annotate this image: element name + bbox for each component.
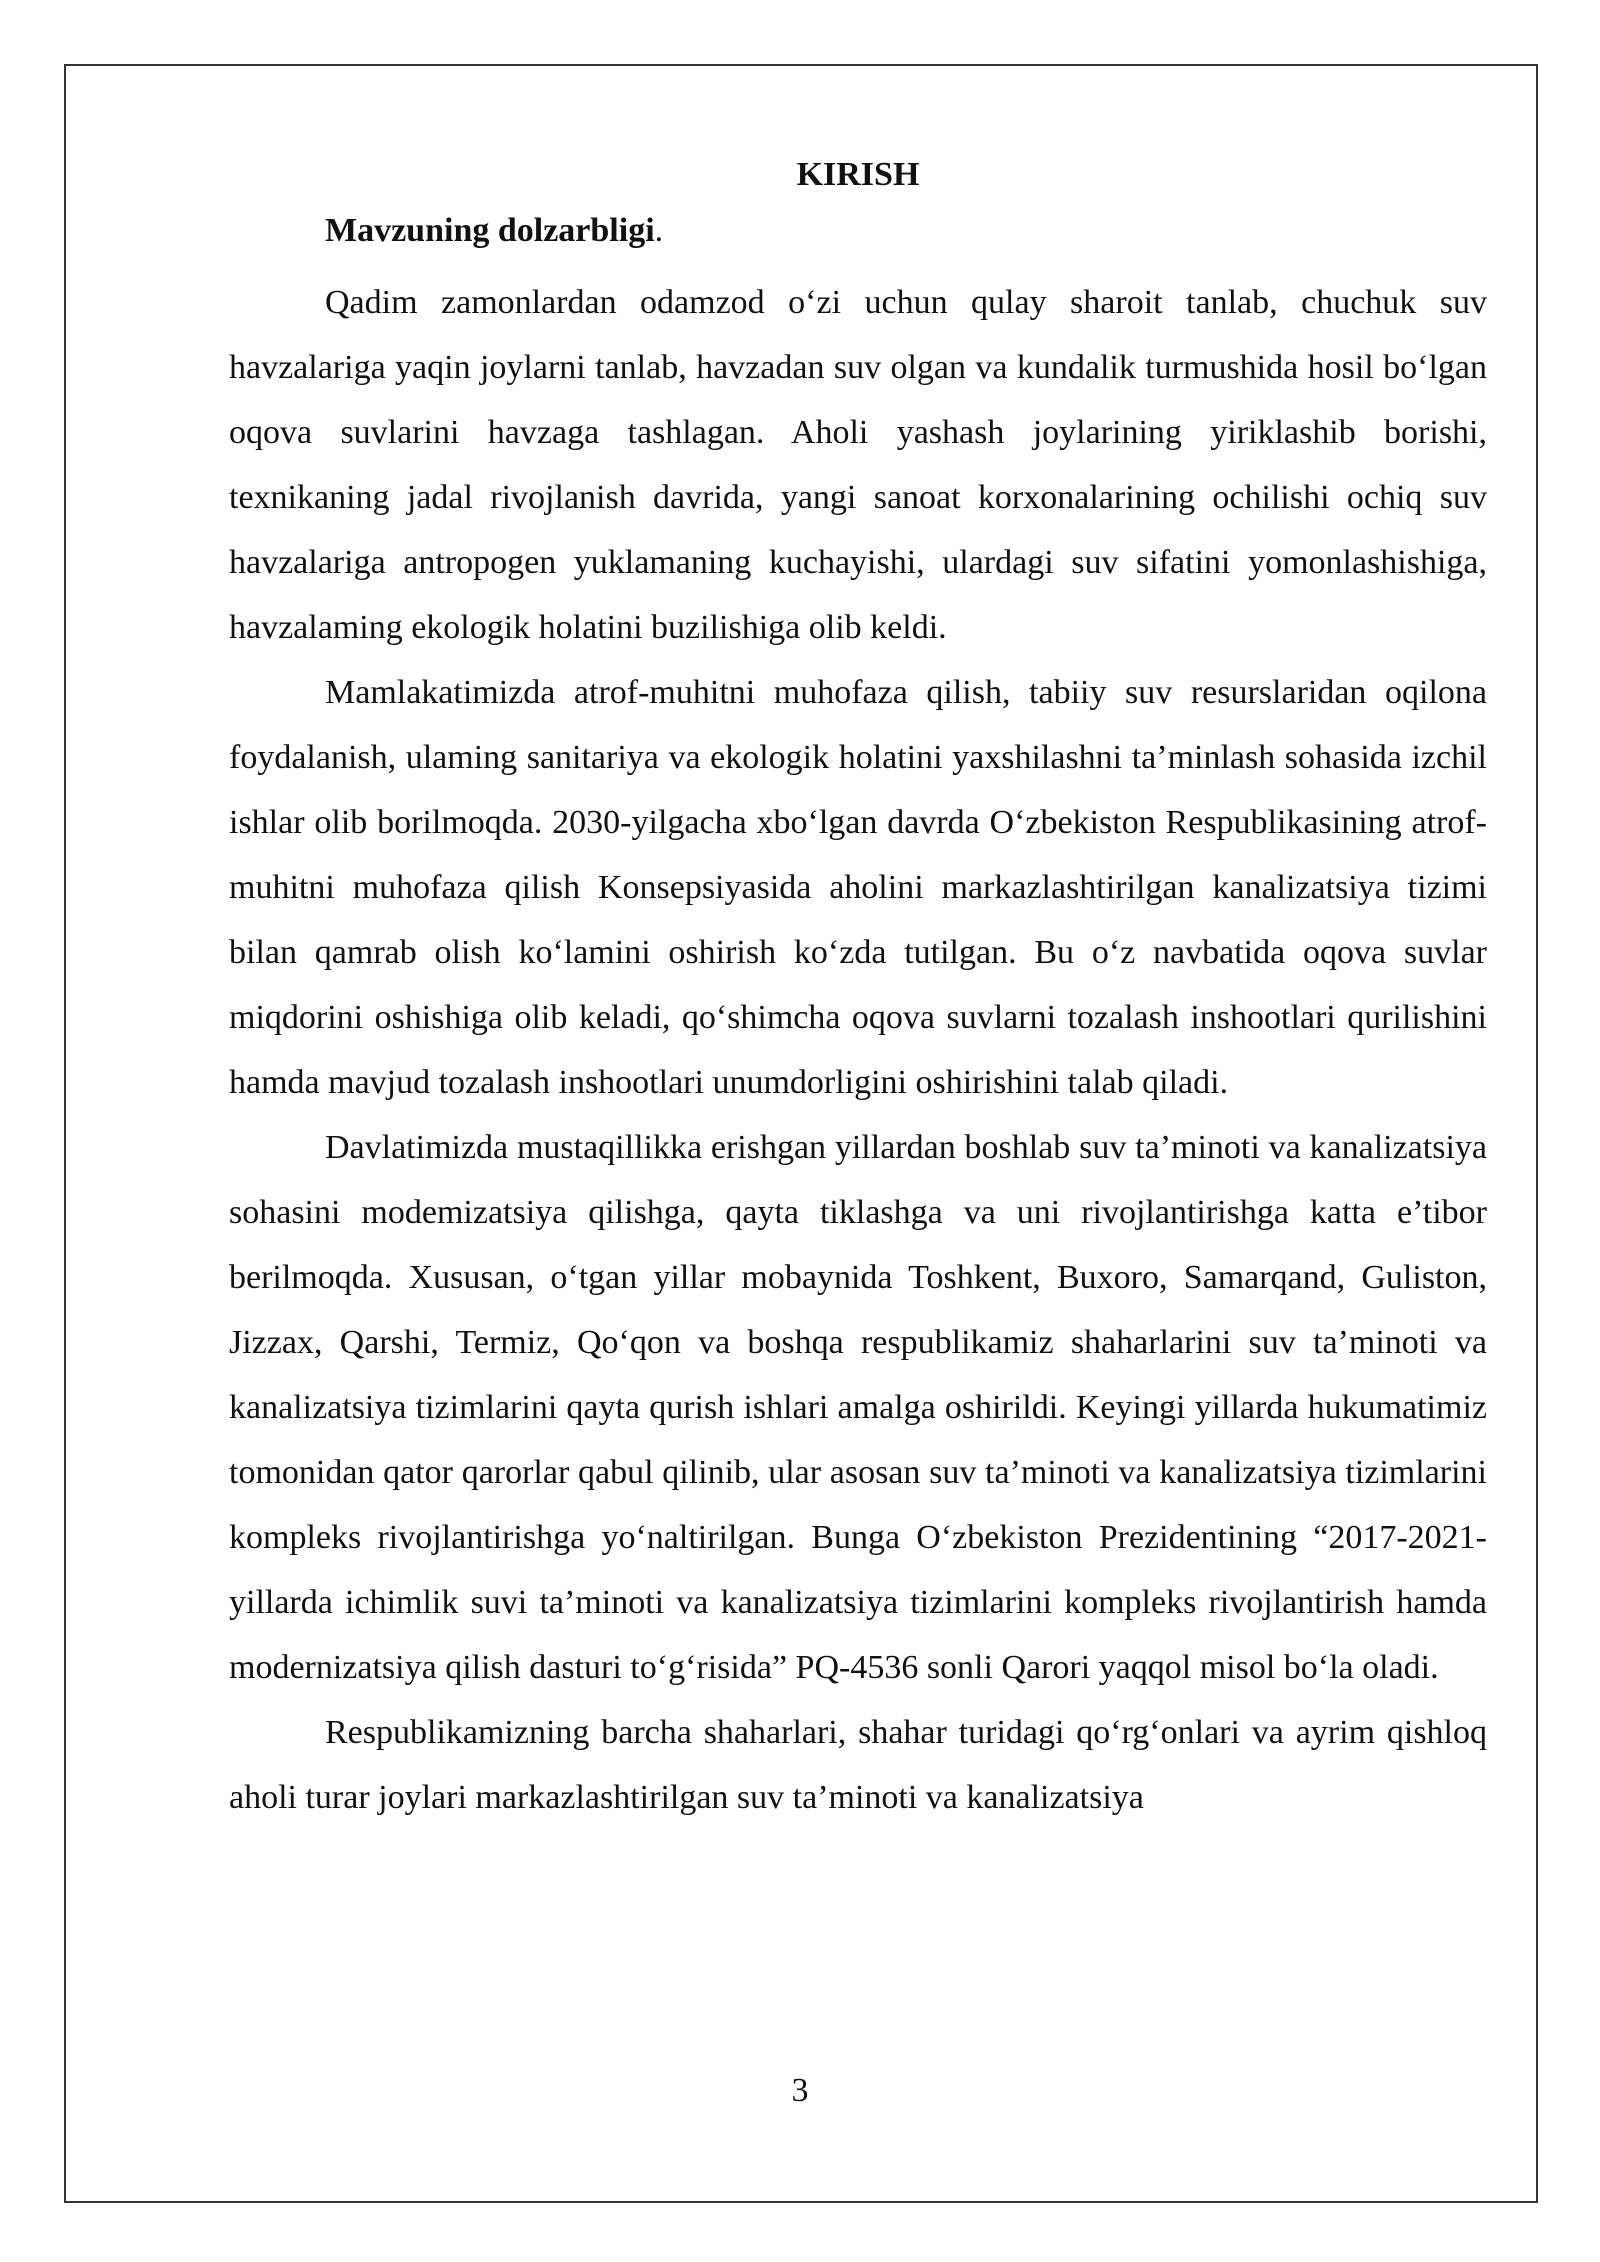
- paragraph-3: Davlatimizda mustaqillikka erishgan yillardan boshlab suv ta’minoti va kanalizatsiya sohasini modemizatsiya qilishga, qayta tiklashga va uni rivojlantirishga katta e’tibor berilmoqda. Xususan, o‘tgan yillar mobaynida Toshkent, Buxoro, Samarqand, Guliston, Jizzax, Qarshi, Termiz, Qo‘qon va boshqa respublikamiz shaharlarini suv ta’minoti va kanalizatsiya tizimlarini qayta qurish ishlari amalga oshirildi. Keyingi yillarda hukumatimiz tomonidan qator qarorlar qabul qilinib, ular asosan suv ta’minoti va kanalizatsiya tizimlarini kompleks rivojlantirishga yo‘naltirilgan. Bunga O‘zbekiston Prezidentining “2017-2021-yillarda ichimlik suvi ta’minoti va kanalizatsiya tizimlarini kompleks rivojlantirish hamda modernizatsiya qilish dasturi to‘g‘risida” PQ-4536 sonli Qarori yaqqol misol bo‘la oladi.: [229, 1129, 1487, 1686]
- page-number: 3: [791, 2072, 809, 2109]
- document-heading: KIRISH: [796, 156, 920, 193]
- subheading-suffix: .: [654, 212, 664, 249]
- paragraph-1: Qadim zamonlardan odamzod o‘zi uchun qulay sharoit tanlab, chuchuk suv havzalariga yaqin joylarni tanlab, havzadan suv olgan va kundalik turmushida hosil bo‘lgan oqova suvlarini havzaga tashlagan. Aholi yashash joylarining yiriklashib borishi, texnikaning jadal rivojlanish davrida, yangi sanoat korxonalarining ochilishi ochiq suv havzalariga antropogen yuklamaning kuchayishi, ulardagi suv sifatini yomonlashishiga, havzalaming ekologik holatini buzilishiga olib keldi.: [229, 284, 1487, 646]
- paragraph-2: Mamlakatimizda atrof-muhitni muhofaza qilish, tabiiy suv resurslaridan oqilona foydalanish, ulaming sanitariya va ekologik holatini yaxshilashni ta’minlash sohasida izchil ishlar olib borilmoqda. 2030-yilgacha xbo‘lgan davrda O‘zbekiston Respublikasining atrof-muhitni muhofaza qilish Konsepsiyasida aholini markazlashtirilgan kanalizatsiya tizimi bilan qamrab olish ko‘lamini oshirish ko‘zda tutilgan. Bu o‘z navbatida oqova suvlar miqdorini oshishiga olib keladi, qo‘shimcha oqova suvlarni tozalash inshootlari qurilishini hamda mavjud tozalash inshootlari unumdorligini oshirishini talab qiladi.: [229, 674, 1487, 1101]
- document-body: [229, 144, 1487, 1830]
- subheading-bold-text: Mavzuning dolzarbligi: [325, 212, 655, 249]
- paragraph-4: Respublikamizning barcha shaharlari, shahar turidagi qo‘rg‘onlari va ayrim qishloq aholi turar joylari markazlashtirilgan suv ta’minoti va kanalizatsiya: [229, 1714, 1487, 1816]
- section-subheading: [229, 206, 1487, 256]
